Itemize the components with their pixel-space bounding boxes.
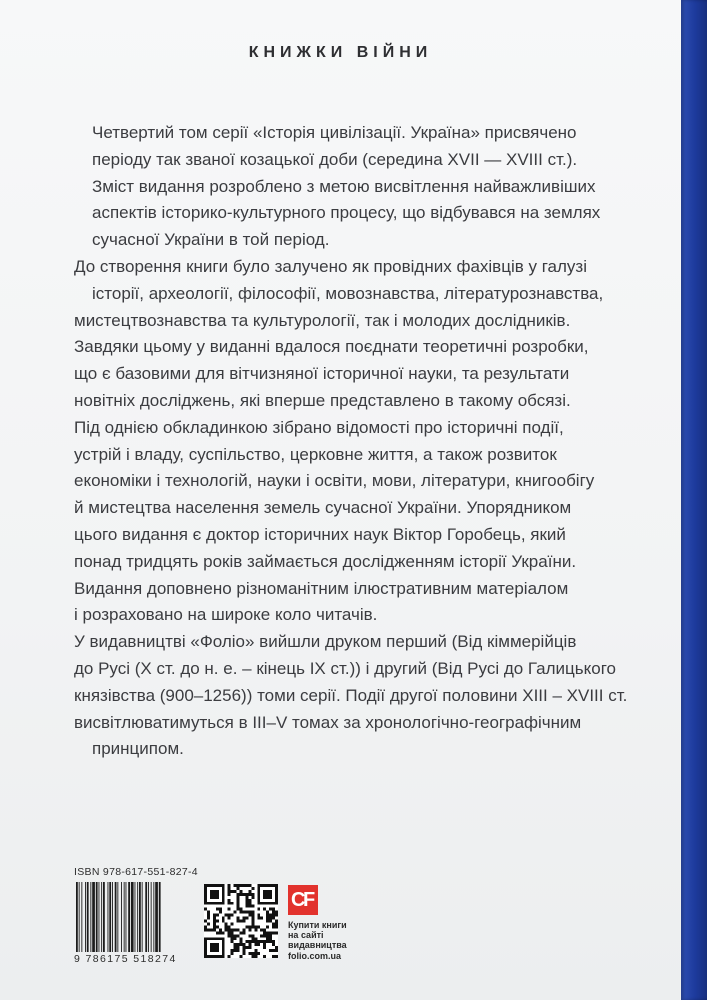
- text-line: До створення книги було залучено як провідних фахівців у галузі: [74, 256, 587, 276]
- text-line: Під однією обкладинкою зібрано відомості про історичні події,: [74, 417, 564, 437]
- text-line: мистецтвознавства та культурології, так і молодих дослідників.: [74, 310, 571, 330]
- caption-line: на сайті: [288, 930, 324, 941]
- text-line: економіки і технологій, науки і освіти, мови, літератури, книгообігу: [74, 471, 595, 491]
- paragraph-2: [74, 254, 634, 415]
- barcode-number: 9 786175 518274: [74, 953, 177, 965]
- text-line: періоду так званої козацької доби (середина XVII — XVIII ст.).: [92, 149, 578, 169]
- series-title: КНИЖКИ ВІЙНИ: [248, 44, 433, 61]
- paragraph-3: [74, 415, 634, 629]
- text-line: цього видання є доктор історичних наук Віктор Горобець, який: [74, 524, 566, 544]
- buy-books-caption: [288, 920, 347, 961]
- text-line: Четвертий том серії «Історія цивілізації. Україна» присвячено: [92, 123, 577, 142]
- text-line: Видання доповнено різноманітним ілюстративним матеріалом: [74, 578, 569, 598]
- text-line: аспектів історико-культурного процесу, що відбувався на землях: [92, 203, 601, 223]
- text-line: новітніх досліджень, які вперше представлено в такому обсязі.: [74, 390, 571, 410]
- text-line: Зміст видання розроблено з метою висвітлення найважливіших: [92, 176, 596, 196]
- text-line: князівства (900–1256)) томи серії. Події другої половини XIII – XVIII ст.: [74, 685, 628, 705]
- text-line: й мистецтва населення земель сучасної України. Упорядником: [74, 498, 572, 518]
- paragraph-4: [74, 629, 634, 763]
- text-line: устрій і владу, суспільство, церковне життя, а також розвиток: [74, 444, 557, 464]
- text-line: висвітлюватимуться в III–V томах за хронологічно-географічним: [74, 712, 582, 732]
- qr-code-icon[interactable]: [204, 884, 278, 958]
- text-line: історії, археології, філософії, мовознавства, літературознавства,: [92, 283, 604, 303]
- barcode-icon: [74, 882, 192, 952]
- isbn-block: [74, 866, 198, 965]
- text-line: У видавництві «Фоліо» вийшли друком перший (Від кіммерійців: [74, 632, 577, 652]
- text-line: понад тридцять років займається дослідженням історії України.: [74, 551, 577, 571]
- isbn-label: ISBN 978-617-551-827-4: [74, 866, 198, 878]
- book-spine: [681, 0, 707, 1000]
- folio-logo-icon: C F: [288, 885, 318, 915]
- text-line: Завдяки цьому у виданні вдалося поєднати теоретичні розробки,: [74, 337, 589, 357]
- text-line: до Русі (X ст. до н. е. – кінець IX ст.)) і другий (Від Русі до Галицького: [74, 658, 616, 678]
- publisher-url[interactable]: folio.com.ua: [288, 950, 342, 961]
- annotation-text: [74, 120, 634, 763]
- paragraph-1: [74, 120, 634, 254]
- text-line: і розраховано на широке коло читачів.: [74, 605, 378, 625]
- text-line: що є базовими для вітчизняної історичної науки, та результати: [74, 364, 570, 384]
- text-line: принципом.: [92, 739, 184, 759]
- caption-line: Купити книги: [288, 920, 347, 930]
- caption-line: видавництва: [288, 940, 347, 951]
- text-line: сучасної України в той період.: [92, 230, 330, 250]
